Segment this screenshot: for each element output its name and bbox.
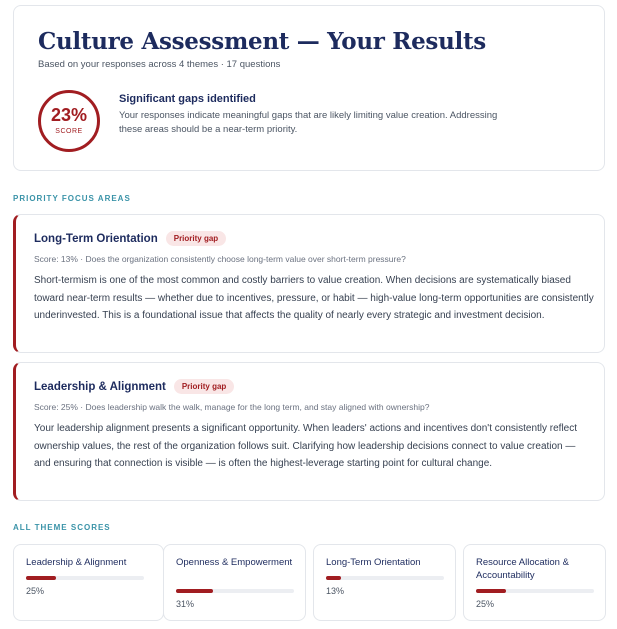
overall-score-value: 23%: [50, 105, 88, 125]
summary-text: Your responses indicate meaningful gaps that are likely limiting value creation. Addressing these areas should be a near-term priority.: [119, 110, 498, 135]
theme-score-value: 25%: [26, 586, 45, 596]
page-title: Culture Assessment — Your Results: [38, 28, 486, 55]
theme-score-bar-fill: [176, 589, 213, 593]
results-summary-card: [13, 5, 605, 171]
theme-name: Openness & Empowerment: [176, 557, 293, 568]
theme-score-card: [313, 544, 456, 621]
theme-score-bar-fill: [476, 589, 506, 593]
priority-card-title: Long-Term Orientation: [34, 232, 158, 245]
priority-gap-badge: Priority gap: [166, 231, 226, 246]
theme-score-value: 25%: [476, 599, 495, 609]
overall-score-label: SCORE: [55, 128, 83, 135]
priority-card-header: [34, 231, 226, 246]
priority-card: [13, 362, 605, 501]
theme-score-card: [13, 544, 164, 621]
summary-title: Significant gaps identified: [119, 93, 256, 105]
priority-card-meta: Score: 13% · Does the organization consistently choose long-term value over short-term pressure?: [34, 254, 406, 264]
priority-card: [13, 214, 605, 353]
theme-score-value: 31%: [176, 599, 195, 609]
priority-card-description: Your leadership alignment presents a significant opportunity. When leaders' actions and incentives don't consistently reflect ownership values, the rest of the organization follows suit. Clarifying how leadership decisions connect to value creation — and ensuring that connection is visible — is often the highest-leverage starting point for cultural change.: [34, 423, 578, 469]
overall-score-ring: [38, 90, 100, 152]
theme-score-bar: [326, 576, 444, 580]
priority-card-title: Leadership & Alignment: [34, 380, 166, 393]
theme-name: Long-Term Orientation: [326, 557, 421, 568]
page-subtitle: Based on your responses across 4 themes · 17 questions: [38, 59, 281, 70]
theme-name: Resource Allocation & Accountability: [476, 557, 569, 581]
theme-score-bar: [176, 589, 294, 593]
theme-name: Leadership & Alignment: [26, 557, 127, 568]
theme-score-bar-fill: [326, 576, 341, 580]
theme-score-bar: [26, 576, 144, 580]
priority-card-header: [34, 379, 234, 394]
priority-gap-badge: Priority gap: [174, 379, 234, 394]
theme-score-bar-fill: [26, 576, 56, 580]
theme-score-bar: [476, 589, 594, 593]
priority-card-meta: Score: 25% · Does leadership walk the walk, manage for the long term, and stay aligned with ownership?: [34, 402, 430, 412]
theme-score-card: [463, 544, 606, 621]
theme-score-card: [163, 544, 306, 621]
themes-section-label: ALL THEME SCORES: [13, 523, 111, 532]
priority-section-label: PRIORITY FOCUS AREAS: [13, 194, 131, 203]
theme-score-value: 13%: [326, 586, 345, 596]
priority-card-description: Short-termism is one of the most common and costly barriers to value creation. When decisions are systematically biased toward near-term results — whether due to incentives, pressure, or habit — high-value long-term opportunities are consistently underinvested. This is a foundational issue that affects the quality of nearly every strategic and investment decision.: [34, 275, 594, 321]
